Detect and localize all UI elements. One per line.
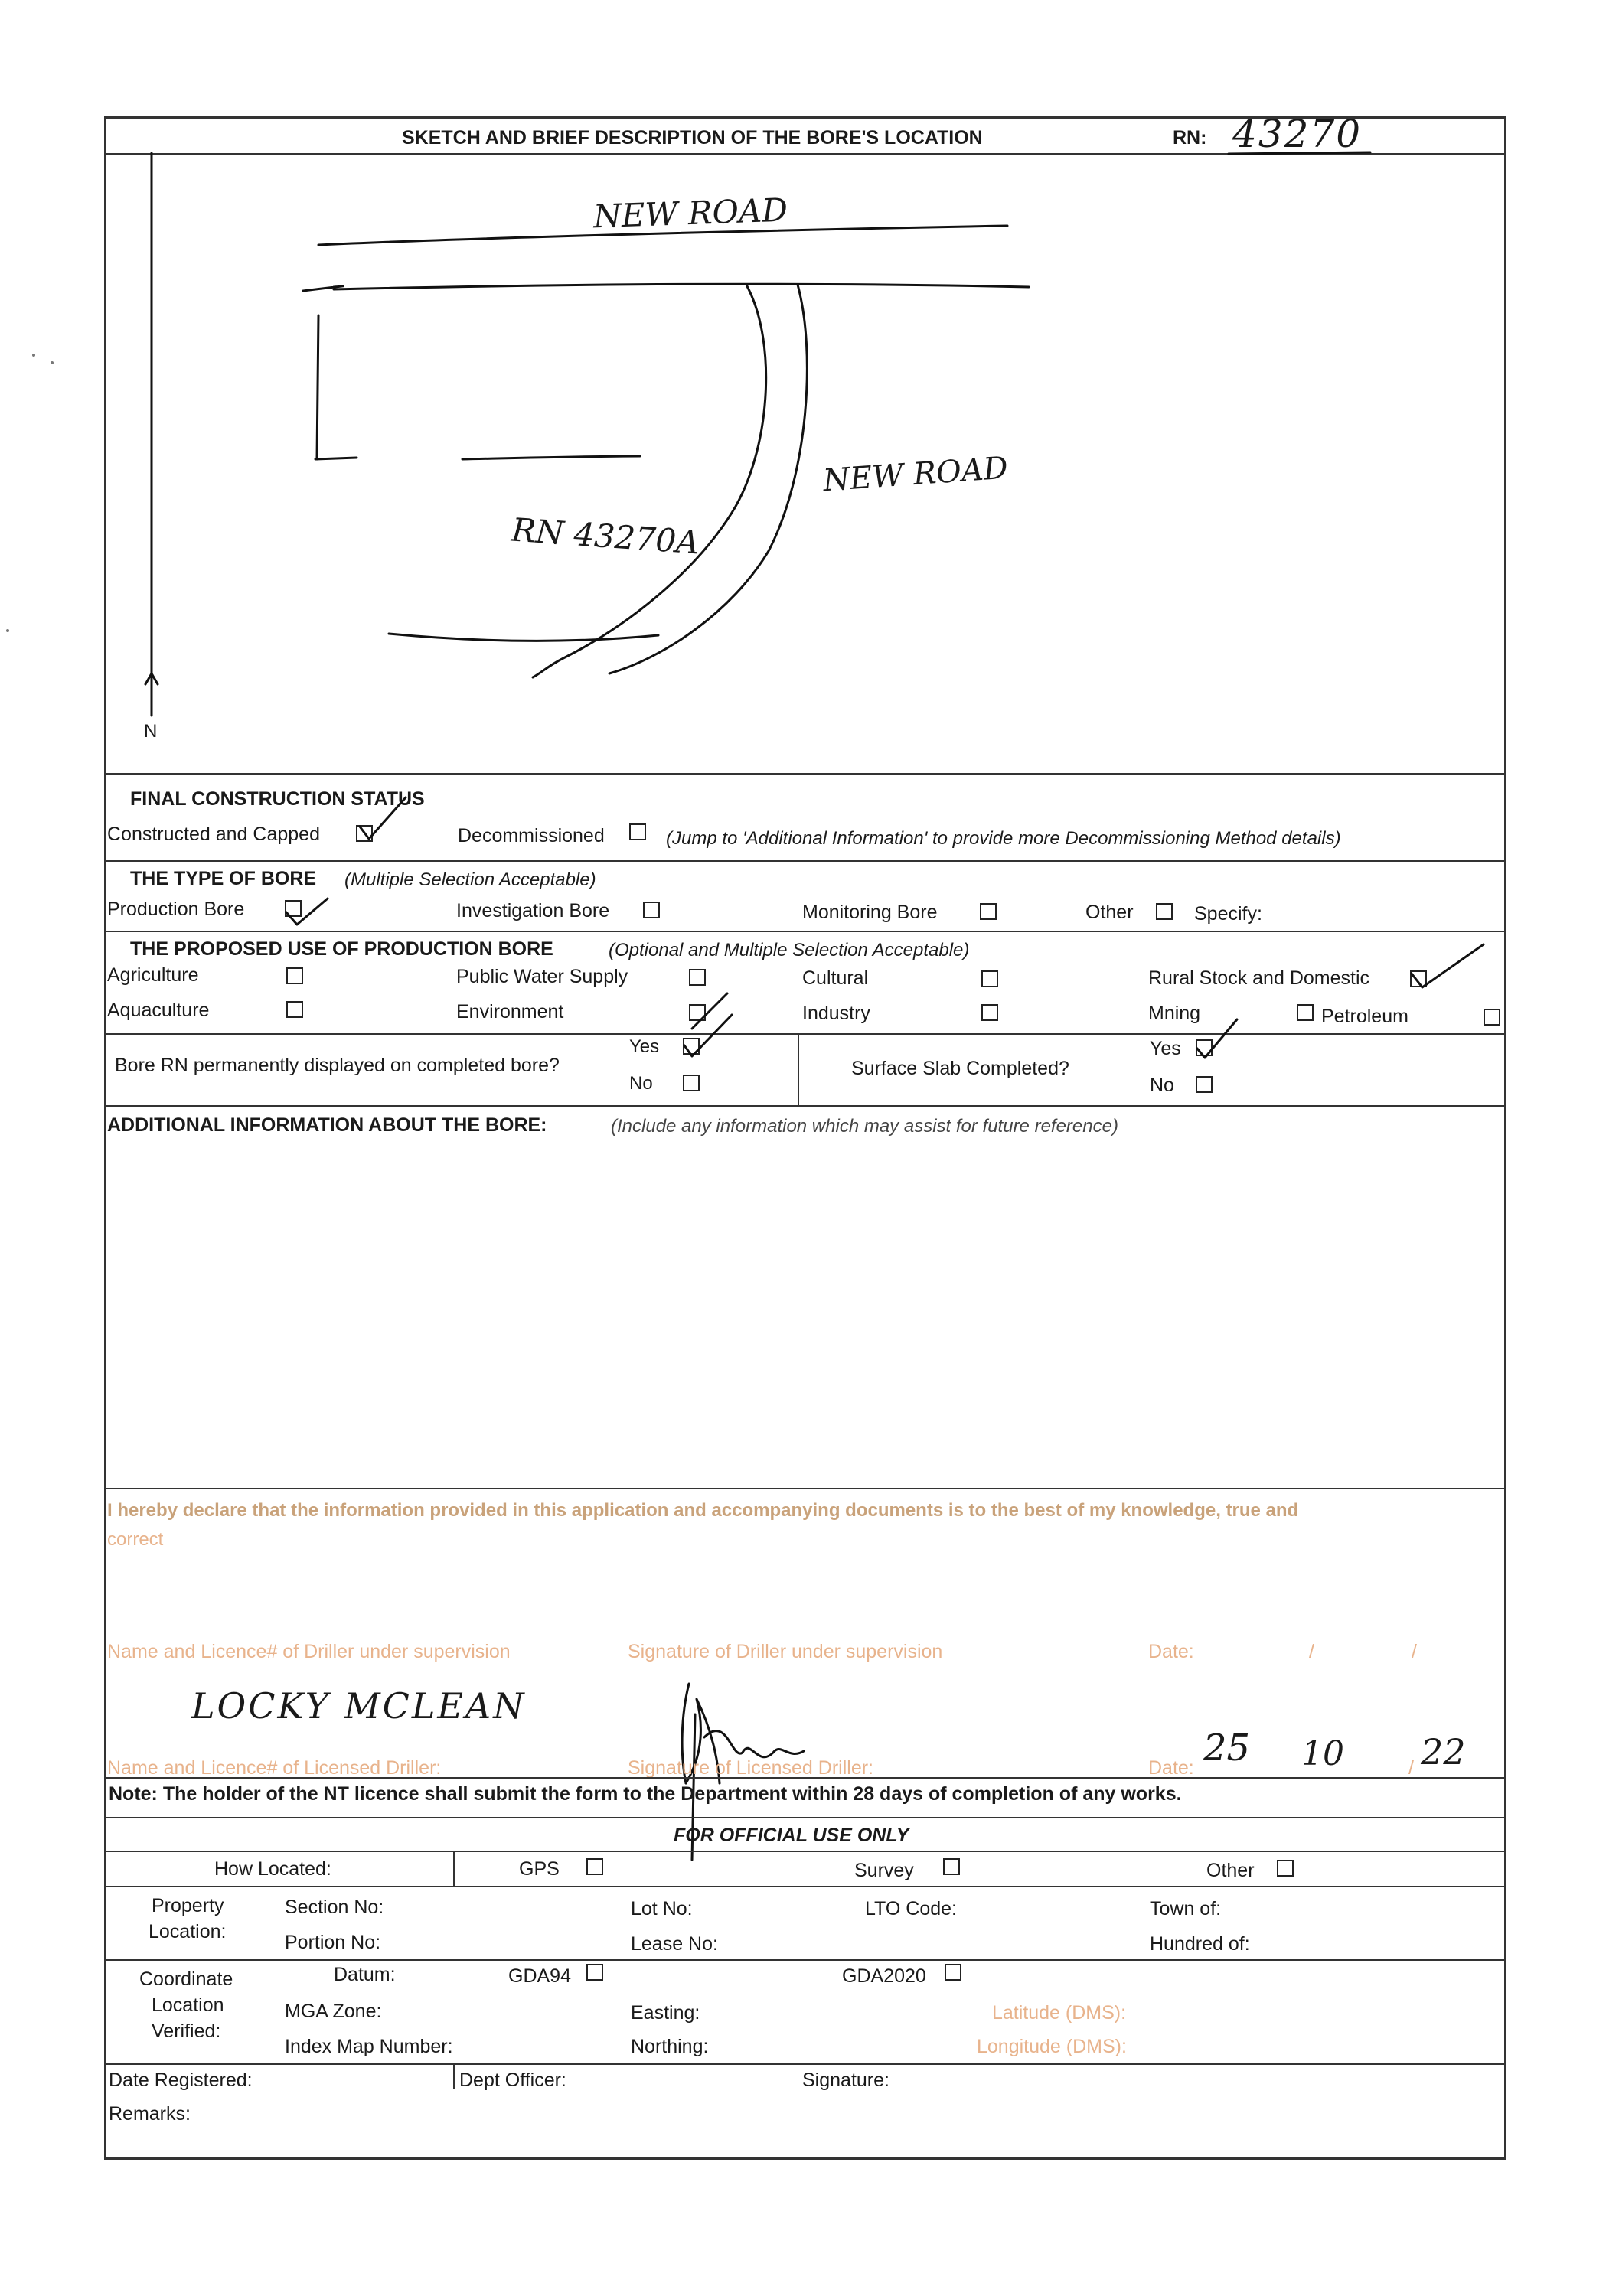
constructed-label: Constructed and Capped <box>107 823 320 845</box>
slab-completed-no-checkbox[interactable] <box>1196 1076 1213 1093</box>
datum-label: Datum: <box>334 1964 396 1985</box>
slab-completed-question: Surface Slab Completed? <box>851 1058 1069 1079</box>
public-water-supply-label: Public Water Supply <box>456 966 628 987</box>
other-located-checkbox[interactable] <box>1277 1860 1294 1877</box>
proposed-use-note: (Optional and Multiple Selection Acceptable) <box>609 940 970 960</box>
industry-label: Industry <box>802 1003 870 1024</box>
investigation-bore-label: Investigation Bore <box>456 900 610 921</box>
gps-label: GPS <box>519 1858 560 1880</box>
bore-location-label: RN 43270A <box>510 510 701 562</box>
signature-label: Signature: <box>802 2069 889 2091</box>
decommissioned-note: (Jump to 'Additional Information' to provide more Decommissioning Method details) <box>666 828 1341 849</box>
divider <box>104 2063 1506 2065</box>
gda2020-checkbox[interactable] <box>945 1964 961 1981</box>
rural-stock-domestic-label: Rural Stock and Domestic <box>1148 967 1370 989</box>
supervised-date-label: Date: <box>1148 1641 1194 1662</box>
section-no-label: Section No: <box>285 1896 384 1918</box>
location-sketch <box>104 153 1506 773</box>
aquaculture-label: Aquaculture <box>107 1000 210 1021</box>
cultural-checkbox[interactable] <box>981 970 998 987</box>
rn-displayed-yes-label: Yes <box>629 1036 660 1057</box>
divider <box>104 1488 1506 1489</box>
dept-officer-label: Dept Officer: <box>459 2069 566 2091</box>
check-mark <box>282 888 358 934</box>
scan-dot <box>32 354 35 357</box>
construction-status-title: FINAL CONSTRUCTION STATUS <box>130 788 425 810</box>
gps-checkbox[interactable] <box>586 1858 603 1875</box>
other-located-label: Other <box>1206 1860 1255 1881</box>
rn-value[interactable]: 43270 <box>1232 112 1363 156</box>
mining-label: Mning <box>1148 1003 1201 1024</box>
bore-type-title: THE TYPE OF BORE <box>130 868 317 889</box>
rn-displayed-no-label: No <box>629 1073 653 1094</box>
additional-info-area[interactable] <box>107 1142 1503 1486</box>
declaration-text-cont: correct <box>107 1529 164 1550</box>
property-location-label-2: Location: <box>149 1921 227 1942</box>
agriculture-label: Agriculture <box>107 964 199 986</box>
petroleum-checkbox[interactable] <box>1484 1009 1500 1026</box>
supervised-date-sep: / <box>1412 1641 1417 1662</box>
northing-label: Northing: <box>631 2036 709 2057</box>
town-of-label: Town of: <box>1150 1898 1222 1919</box>
divider <box>104 1886 1506 1887</box>
petroleum-label: Petroleum <box>1321 1006 1408 1027</box>
licensed-driller-name[interactable]: LOCKY MCLEAN <box>191 1685 527 1727</box>
submission-note: Note: The holder of the NT licence shall submit the form to the Department within 28 days of completion of any works. <box>109 1783 1182 1805</box>
survey-label: Survey <box>854 1860 914 1881</box>
divider <box>104 1777 1506 1779</box>
sketch-section-title: SKETCH AND BRIEF DESCRIPTION OF THE BORE'S LOCATION <box>402 127 983 148</box>
industry-checkbox[interactable] <box>981 1004 998 1021</box>
coordinate-location-label-1: Coordinate <box>139 1968 233 1990</box>
cultural-label: Cultural <box>802 967 869 989</box>
divider <box>798 1033 799 1105</box>
portion-no-label: Portion No: <box>285 1932 381 1953</box>
agriculture-checkbox[interactable] <box>286 967 303 984</box>
road-label-top: NEW ROAD <box>592 191 788 236</box>
divider <box>104 1033 1506 1035</box>
bore-type-note: (Multiple Selection Acceptable) <box>344 869 596 890</box>
date-registered-label: Date Registered: <box>109 2069 253 2091</box>
index-map-label: Index Map Number: <box>285 2036 453 2057</box>
licensed-date-sep: / <box>1408 1757 1414 1779</box>
divider <box>453 2063 455 2089</box>
production-bore-label: Production Bore <box>107 899 245 920</box>
slab-completed-no-label: No <box>1150 1075 1174 1096</box>
gda2020-label: GDA2020 <box>842 1965 926 1987</box>
date-day[interactable]: 25 <box>1203 1727 1251 1769</box>
mga-zone-label: MGA Zone: <box>285 2001 382 2022</box>
licensed-driller-name-label: Name and Licence# of Licensed Driller: <box>107 1757 442 1779</box>
lot-no-label: Lot No: <box>631 1898 693 1919</box>
remarks-label: Remarks: <box>109 2103 191 2125</box>
how-located-label: How Located: <box>214 1858 331 1880</box>
check-mark <box>689 987 750 1033</box>
official-use-title: FOR OFFICIAL USE ONLY <box>674 1825 909 1846</box>
gda94-label: GDA94 <box>508 1965 571 1987</box>
other-bore-checkbox[interactable] <box>1156 903 1173 920</box>
hundred-of-label: Hundred of: <box>1150 1933 1250 1955</box>
longitude-label: Longitude (DMS): <box>977 2036 1127 2057</box>
slab-completed-yes-label: Yes <box>1150 1038 1181 1059</box>
check-mark <box>1407 941 1499 1003</box>
supervised-driller-name-label: Name and Licence# of Driller under supervision <box>107 1641 511 1662</box>
decommissioned-checkbox[interactable] <box>629 823 646 840</box>
mining-checkbox[interactable] <box>1297 1004 1314 1021</box>
coordinate-location-label-2: Location <box>152 1994 224 2016</box>
environment-label: Environment <box>456 1001 564 1022</box>
decommissioned-label: Decommissioned <box>458 825 605 846</box>
licensed-date-label: Date: <box>1148 1757 1194 1779</box>
public-water-supply-checkbox[interactable] <box>689 969 706 986</box>
rn-displayed-no-checkbox[interactable] <box>683 1075 700 1091</box>
lease-no-label: Lease No: <box>631 1933 718 1955</box>
date-month[interactable]: 10 <box>1301 1734 1344 1773</box>
divider <box>104 1959 1506 1961</box>
coordinate-location-label-3: Verified: <box>152 2020 221 2042</box>
check-mark <box>1191 1015 1268 1068</box>
monitoring-bore-label: Monitoring Bore <box>802 902 938 923</box>
additional-info-note: (Include any information which may assist for future reference) <box>611 1116 1118 1137</box>
north-label: N <box>144 721 158 742</box>
divider <box>453 1851 455 1886</box>
divider <box>104 1105 1506 1107</box>
gda94-checkbox[interactable] <box>586 1964 603 1981</box>
divider <box>104 860 1506 862</box>
lto-code-label: LTO Code: <box>865 1898 957 1919</box>
divider <box>104 1817 1506 1818</box>
additional-info-title: ADDITIONAL INFORMATION ABOUT THE BORE: <box>107 1114 547 1136</box>
rn-displayed-question: Bore RN permanently displayed on completed bore? <box>115 1055 560 1076</box>
divider <box>104 1851 1506 1852</box>
road-label-right: NEW ROAD <box>821 450 1010 499</box>
monitoring-bore-checkbox[interactable] <box>980 903 997 920</box>
investigation-bore-checkbox[interactable] <box>643 902 660 918</box>
scan-dot <box>6 629 9 632</box>
easting-label: Easting: <box>631 2002 700 2024</box>
date-year[interactable]: 22 <box>1421 1731 1466 1773</box>
aquaculture-checkbox[interactable] <box>286 1001 303 1018</box>
latitude-label: Latitude (DMS): <box>992 2002 1127 2024</box>
survey-checkbox[interactable] <box>943 1858 960 1875</box>
supervised-driller-signature-label: Signature of Driller under supervision <box>628 1641 943 1662</box>
divider <box>104 773 1506 775</box>
proposed-use-title: THE PROPOSED USE OF PRODUCTION BORE <box>130 938 553 960</box>
check-mark <box>352 788 459 850</box>
scan-dot <box>51 361 54 364</box>
declaration-text: I hereby declare that the information provided in this application and accompanying documents is to the best of my knowledge, true and <box>107 1500 1299 1521</box>
licensed-driller-signature-label: Signature of Licensed Driller: <box>628 1757 873 1779</box>
property-location-label-1: Property <box>152 1895 224 1916</box>
rn-label: RN: <box>1173 127 1207 148</box>
specify-label: Specify: <box>1194 903 1262 925</box>
supervised-date-sep: / <box>1309 1641 1314 1662</box>
other-bore-label: Other <box>1085 902 1134 923</box>
